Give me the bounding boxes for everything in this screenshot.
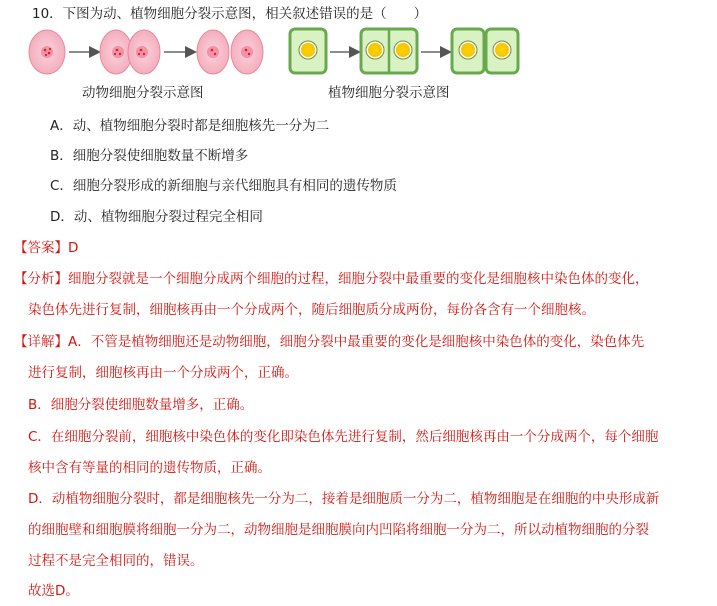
answer-label: 【答案】 xyxy=(14,240,68,256)
plant-cell-daughters xyxy=(452,29,518,73)
answer-value: D xyxy=(68,240,79,256)
analysis-line-2: 染色体先进行复制，细胞核再由一个分成两个，随后细胞质分成两份，每份各含有一个细胞核。 xyxy=(28,302,595,318)
detail-line-4: C．在细胞分裂前，细胞核中染色体的变化即染色体先进行复制，然后细胞核再由一个分成两个，每个细胞 xyxy=(28,429,659,445)
detail-line-8: 过程不是完全相同的，错误。 xyxy=(28,553,204,569)
detail-line-3: B．细胞分裂使细胞数量增多，正确。 xyxy=(28,397,254,413)
detail-line-5: 核中含有等量的相同的遗传物质，正确。 xyxy=(28,460,271,476)
answer-line xyxy=(14,238,78,258)
cell-division-figure xyxy=(28,26,588,86)
option-b: B．细胞分裂使细胞数量不断增多 xyxy=(50,148,249,164)
animal-cell-daughters xyxy=(197,30,263,74)
animal-cell-dividing xyxy=(100,30,160,74)
analysis-text: 细胞分裂就是一个细胞分成两个细胞的过程，细胞分裂中最重要的变化是细胞核中染色体的变化， xyxy=(68,271,649,287)
detail-line-9: 故选D。 xyxy=(28,583,79,599)
analysis-line-1 xyxy=(14,269,649,289)
option-d: D．动、植物细胞分裂过程完全相同 xyxy=(50,209,263,225)
detail-label: 【详解】 xyxy=(14,334,68,350)
plant-figure-caption: 植物细胞分裂示意图 xyxy=(328,85,450,101)
detail-line-1 xyxy=(14,332,644,352)
animal-cell-parent xyxy=(29,30,65,74)
detail-line-7: 的细胞壁和细胞膜将细胞一分为二，动物细胞是细胞膜向内凹陷将细胞一分为二，所以动植物细胞的分裂 xyxy=(28,522,649,538)
detail-line-2: 进行复制，细胞核再由一个分成两个，正确。 xyxy=(28,365,298,381)
analysis-label: 【分析】 xyxy=(14,271,68,287)
question-stem: 10．下图为动、植物细胞分裂示意图，相关叙述错误的是（ ） xyxy=(32,6,428,22)
option-c: C．细胞分裂形成的新细胞与亲代细胞具有相同的遗传物质 xyxy=(50,178,397,194)
animal-figure-caption: 动物细胞分裂示意图 xyxy=(82,85,204,101)
detail-line-6: D．动植物细胞分裂时，都是细胞核先一分为二，接着是细胞质一分为二，植物细胞是在细胞的中央形成新 xyxy=(28,491,660,507)
detail-text: A．不管是植物细胞还是动物细胞，细胞分裂中最重要的变化是细胞核中染色体的变化，染色体先 xyxy=(68,334,645,350)
plant-cell-dividing xyxy=(361,29,417,73)
option-a: A．动、植物细胞分裂时都是细胞核先一分为二 xyxy=(50,118,330,134)
plant-cell-parent xyxy=(290,29,326,73)
